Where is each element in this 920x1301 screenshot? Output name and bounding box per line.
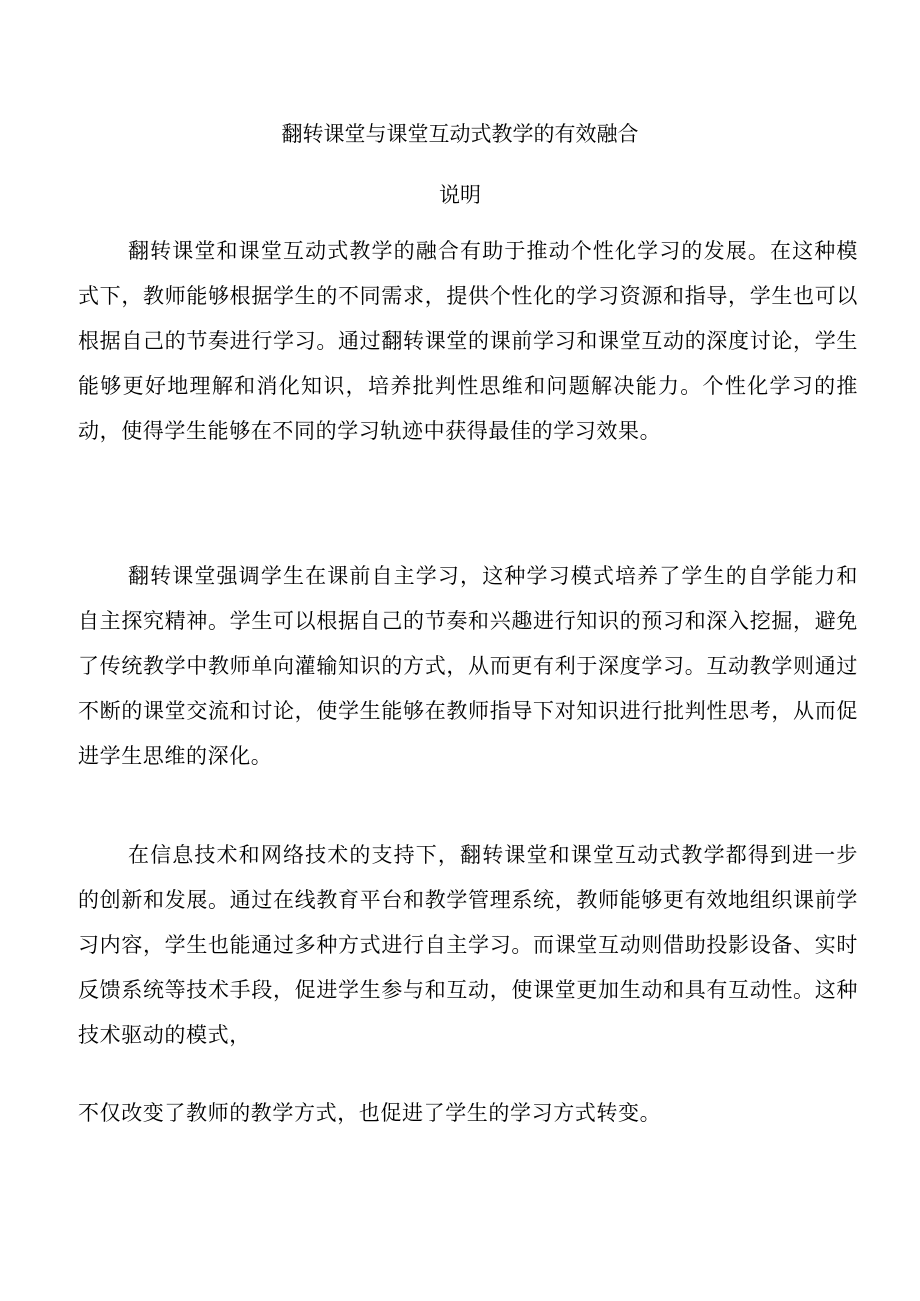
paragraph-1: 翻转课堂和课堂互动式教学的融合有助于推动个性化学习的发展。在这种模式下，教师能够根据学生的不同需求，提供个性化的学习资源和指导，学生也可以根据自己的节奏进行学习。通过翻转课堂的课前学习和课堂互动的深度讨论，学生能够更好地理解和消化知识，培养批判性思维和问题解决能力。个性化学习的推动，使得学生能够在不同的学习轨迹中获得最佳的学习效果。	[78, 239, 858, 443]
paragraph-tail-line: 不仅改变了教师的教学方式，也促进了学生的学习方式转变。	[78, 1101, 662, 1125]
document-title: 翻转课堂与课堂互动式教学的有效融合	[281, 122, 639, 146]
document-subtitle: 说明	[439, 183, 481, 207]
paragraph-2: 翻转课堂强调学生在课前自主学习，这种学习模式培养了学生的自学能力和自主探究精神。学生可以根据自己的节奏和兴趣进行知识的预习和深入挖掘，避免了传统教学中教师单向灌输知识的方式，从而更有利于深度学习。互动教学则通过不断的课堂交流和讨论，使学生能够在教师指导下对知识进行批判性思考，从而促进学生思维的深化。	[78, 564, 858, 768]
paragraph-3: 在信息技术和网络技术的支持下，翻转课堂和课堂互动式教学都得到进一步的创新和发展。通过在线教育平台和教学管理系统，教师能够更有效地组织课前学习内容，学生也能通过多种方式进行自主学习。而课堂互动则借助投影设备、实时反馈系统等技术手段，促进学生参与和互动，使课堂更加生动和具有互动性。这种技术驱动的模式，	[78, 843, 858, 1047]
